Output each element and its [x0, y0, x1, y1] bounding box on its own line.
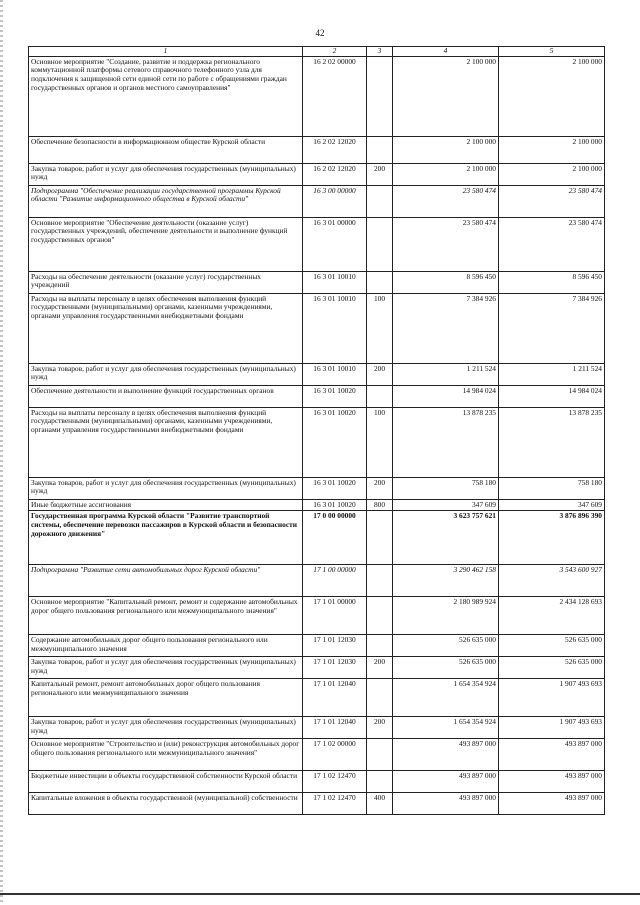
table-row — [29, 499, 605, 511]
row-name: Закупка товаров, работ и услуг для обеспечения государственных (муниципальных) нужд — [29, 717, 303, 739]
row-value-col4: 526 635 000 — [393, 635, 499, 657]
row-name: Закупка товаров, работ и услуг для обеспечения государственных (муниципальных) нужд — [29, 163, 303, 185]
row-expense-type — [367, 271, 393, 293]
row-value-col5: 1 907 493 693 — [499, 679, 605, 717]
row-value-col5: 493 897 000 — [499, 739, 605, 771]
scan-bottom-rule — [0, 893, 640, 895]
row-name: Закупка товаров, работ и услуг для обеспечения государственных (муниципальных) нужд — [29, 657, 303, 679]
row-name: Основное мероприятие "Капитальный ремонт, ремонт и содержание автомобильных дорог общего пользования регионального или межмуниципального значения" — [29, 597, 303, 635]
row-expense-type — [367, 56, 393, 136]
row-value-col5: 7 384 926 — [499, 293, 605, 363]
row-name: Иные бюджетные ассигнования — [29, 499, 303, 511]
header-col-1: 1 — [29, 47, 303, 57]
row-expense-type — [367, 771, 393, 793]
header-col-2: 2 — [303, 47, 367, 57]
row-value-col4: 493 897 000 — [393, 793, 499, 815]
row-value-col4: 3 290 462 158 — [393, 565, 499, 597]
row-value-col5: 526 635 000 — [499, 657, 605, 679]
row-value-col5: 2 434 128 693 — [499, 597, 605, 635]
row-code: 16 2 02 12020 — [303, 163, 367, 185]
row-name: Закупка товаров, работ и услуг для обеспечения государственных (муниципальных) нужд — [29, 363, 303, 385]
row-value-col5: 758 180 — [499, 477, 605, 499]
row-expense-type — [367, 679, 393, 717]
row-value-col4: 347 609 — [393, 499, 499, 511]
table-row — [29, 56, 605, 136]
row-value-col5: 493 897 000 — [499, 793, 605, 815]
row-code: 17 1 02 12470 — [303, 771, 367, 793]
row-name: Подпрограмма "Обеспечение реализации государственной программы Курской области "Развитие информационного общества в Курской области" — [29, 185, 303, 217]
row-code: 17 0 00 00000 — [303, 511, 367, 565]
table-row — [29, 597, 605, 635]
row-value-col5: 2 100 000 — [499, 56, 605, 136]
row-expense-type — [367, 136, 393, 163]
table-row — [29, 217, 605, 271]
row-expense-type — [367, 565, 393, 597]
row-value-col4: 2 180 989 924 — [393, 597, 499, 635]
row-code: 16 3 01 10020 — [303, 499, 367, 511]
row-code: 17 1 01 12030 — [303, 635, 367, 657]
row-value-col4: 1 211 524 — [393, 363, 499, 385]
table-row — [29, 635, 605, 657]
row-value-col4: 2 100 000 — [393, 163, 499, 185]
row-expense-type: 200 — [367, 477, 393, 499]
table-row — [29, 679, 605, 717]
row-name: Расходы на обеспечение деятельности (оказание услуг) государственных учреждений — [29, 271, 303, 293]
budget-table — [28, 46, 605, 815]
row-code: 17 1 01 12040 — [303, 717, 367, 739]
row-code: 17 1 01 00000 — [303, 597, 367, 635]
row-name: Основное мероприятие "Строительство и (или) реконструкция автомобильных дорог общего пользования регионального или межмуниципального значения" — [29, 739, 303, 771]
row-value-col5: 347 609 — [499, 499, 605, 511]
table-row — [29, 271, 605, 293]
row-code: 16 3 01 10020 — [303, 385, 367, 407]
row-code: 17 1 00 00000 — [303, 565, 367, 597]
row-expense-type — [367, 597, 393, 635]
row-expense-type: 200 — [367, 717, 393, 739]
row-expense-type — [367, 739, 393, 771]
row-value-col5: 2 100 000 — [499, 163, 605, 185]
table-row — [29, 363, 605, 385]
row-name: Подпрограмма "Развитие сети автомобильных дорог Курской области" — [29, 565, 303, 597]
row-code: 16 3 01 10020 — [303, 477, 367, 499]
table-row — [29, 717, 605, 739]
row-name: Содержание автомобильных дорог общего пользования регионального или межмуниципального значения — [29, 635, 303, 657]
header-col-5: 5 — [499, 47, 605, 57]
row-value-col5: 1 211 524 — [499, 363, 605, 385]
row-code: 16 3 01 00000 — [303, 217, 367, 271]
table-row — [29, 407, 605, 477]
row-value-col5: 1 907 493 693 — [499, 717, 605, 739]
row-expense-type: 200 — [367, 163, 393, 185]
row-value-col5: 23 580 474 — [499, 217, 605, 271]
row-name: Государственная программа Курской области "Развитие транспортной системы, обеспечение перевозки пассажиров в Курской области и безопасности дорожного движения" — [29, 511, 303, 565]
row-value-col5: 14 984 024 — [499, 385, 605, 407]
scan-left-edge — [0, 0, 3, 905]
table-row — [29, 793, 605, 815]
row-expense-type — [367, 185, 393, 217]
header-col-4: 4 — [393, 47, 499, 57]
row-name: Расходы на выплаты персоналу в целях обеспечения выполнения функций государственными (муниципальными) органами, казенными учреждениями, органами управления государственными внебюджетными фондами — [29, 293, 303, 363]
row-value-col4: 13 878 235 — [393, 407, 499, 477]
row-code: 17 1 01 12040 — [303, 679, 367, 717]
table-row — [29, 565, 605, 597]
row-expense-type: 200 — [367, 363, 393, 385]
row-expense-type: 100 — [367, 293, 393, 363]
row-code: 16 2 02 12020 — [303, 136, 367, 163]
row-value-col5: 526 635 000 — [499, 635, 605, 657]
row-name: Закупка товаров, работ и услуг для обеспечения государственных (муниципальных) нужд — [29, 477, 303, 499]
row-value-col5: 3 876 896 390 — [499, 511, 605, 565]
row-value-col4: 2 100 000 — [393, 56, 499, 136]
row-value-col4: 23 580 474 — [393, 217, 499, 271]
row-value-col5: 8 596 450 — [499, 271, 605, 293]
row-expense-type: 100 — [367, 407, 393, 477]
header-col-3: 3 — [367, 47, 393, 57]
row-code: 17 1 02 00000 — [303, 739, 367, 771]
row-value-col4: 23 580 474 — [393, 185, 499, 217]
table-row — [29, 739, 605, 771]
budget-table-body — [29, 47, 605, 815]
row-code: 16 3 00 00000 — [303, 185, 367, 217]
row-value-col4: 526 635 000 — [393, 657, 499, 679]
row-code: 17 1 02 12470 — [303, 793, 367, 815]
row-value-col4: 1 654 354 924 — [393, 679, 499, 717]
table-row — [29, 477, 605, 499]
row-value-col4: 758 180 — [393, 477, 499, 499]
table-header-row — [29, 47, 605, 57]
row-expense-type: 200 — [367, 657, 393, 679]
row-value-col4: 14 984 024 — [393, 385, 499, 407]
row-value-col4: 2 100 000 — [393, 136, 499, 163]
table-row — [29, 511, 605, 565]
row-name: Основное мероприятие "Обеспечение деятельности (оказание услуг) государственных учреждений, обеспечение деятельности и выполнение функций государственных органов" — [29, 217, 303, 271]
table-row — [29, 771, 605, 793]
row-name: Бюджетные инвестиции в объекты государственной собственности Курской области — [29, 771, 303, 793]
row-name: Расходы на выплаты персоналу в целях обеспечения выполнения функций государственными (муниципальными) органами, казенными учреждениями, органами управления государственными внебюджетными фондами — [29, 407, 303, 477]
row-expense-type — [367, 385, 393, 407]
row-name: Основное мероприятие "Создание, развитие и поддержка регионального коммутационной платформы сетевого справочного телефонного узла для подключения к защищенной сети единой сети по работе с обращениями граждан государственных органов и органов местного самоуправления" — [29, 56, 303, 136]
row-value-col5: 3 543 600 927 — [499, 565, 605, 597]
row-code: 16 3 01 10010 — [303, 363, 367, 385]
row-code: 16 3 01 10020 — [303, 407, 367, 477]
row-expense-type — [367, 635, 393, 657]
table-row — [29, 136, 605, 163]
table-row — [29, 163, 605, 185]
row-code: 16 2 02 00000 — [303, 56, 367, 136]
row-code: 16 3 01 10010 — [303, 293, 367, 363]
row-expense-type — [367, 217, 393, 271]
row-expense-type: 400 — [367, 793, 393, 815]
table-row — [29, 385, 605, 407]
row-value-col4: 8 596 450 — [393, 271, 499, 293]
row-value-col4: 493 897 000 — [393, 739, 499, 771]
row-code: 16 3 01 10010 — [303, 271, 367, 293]
row-value-col5: 2 100 000 — [499, 136, 605, 163]
row-value-col5: 493 897 000 — [499, 771, 605, 793]
page-number: 42 — [315, 28, 325, 38]
row-value-col4: 7 384 926 — [393, 293, 499, 363]
table-row — [29, 185, 605, 217]
row-code: 17 1 01 12030 — [303, 657, 367, 679]
row-expense-type: 800 — [367, 499, 393, 511]
table-row — [29, 293, 605, 363]
row-value-col4: 1 654 354 924 — [393, 717, 499, 739]
row-value-col4: 493 897 000 — [393, 771, 499, 793]
row-value-col5: 13 878 235 — [499, 407, 605, 477]
row-value-col4: 3 623 757 621 — [393, 511, 499, 565]
row-name: Обеспечение деятельности и выполнение функций государственных органов — [29, 385, 303, 407]
row-name: Капитальный ремонт, ремонт автомобильных дорог общего пользования регионального или межмуниципального значения — [29, 679, 303, 717]
row-expense-type — [367, 511, 393, 565]
row-value-col5: 23 580 474 — [499, 185, 605, 217]
table-row — [29, 657, 605, 679]
row-name: Обеспечение безопасности в информационном обществе Курской области — [29, 136, 303, 163]
row-name: Капитальные вложения в объекты государственной (муниципальной) собственности — [29, 793, 303, 815]
